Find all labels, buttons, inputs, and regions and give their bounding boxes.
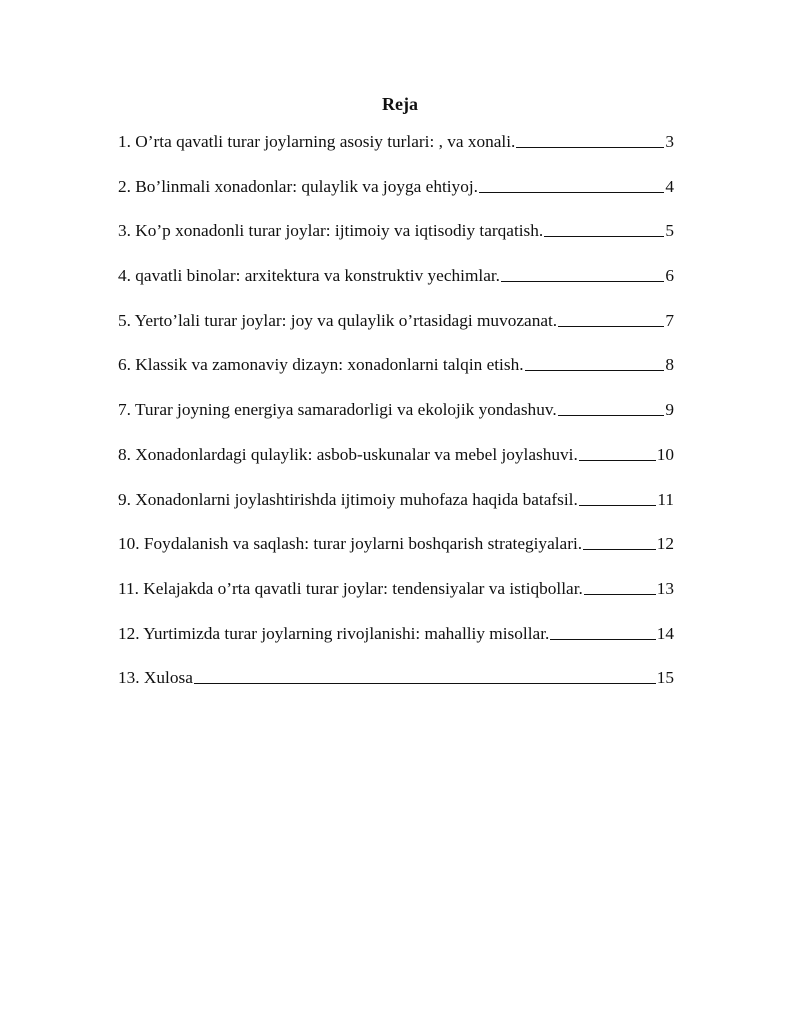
toc-page-number: 7 (665, 310, 674, 330)
toc-leader-line (579, 505, 657, 506)
toc-leader-line (550, 639, 655, 640)
toc-entry (118, 175, 674, 220)
toc-entry (118, 443, 674, 488)
toc-page-number: 3 (665, 132, 674, 151)
toc-leader-line (579, 460, 656, 461)
toc-entry (118, 622, 674, 667)
page-title: Reja (382, 94, 418, 114)
toc-entry-text: 10. Foydalanish va saqlash: turar joylarni boshqarish strategiyalari. (118, 534, 583, 554)
toc-entry (118, 666, 674, 711)
toc-page-number: 10 (656, 444, 674, 464)
toc-leader-line (583, 549, 656, 550)
toc-entry (118, 488, 674, 533)
toc-leader-line (525, 370, 665, 371)
toc-page-number: 11 (657, 489, 674, 509)
toc-entry (118, 532, 674, 577)
toc-entry (118, 353, 674, 398)
toc-page-number: 4 (665, 176, 674, 196)
toc-leader-line (584, 594, 656, 595)
toc-entry (118, 309, 674, 354)
toc-page-number: 6 (665, 266, 674, 286)
toc-entry-text: 6. Klassik va zamonaviy dizayn: xonadonlarni talqin etish. (118, 355, 524, 375)
toc-entry-text: 2. Bo’linmali xonadonlar: qulaylik va joyga ehtiyoj. (118, 176, 478, 196)
toc-page-number: 15 (656, 668, 674, 688)
toc-entry (118, 219, 674, 264)
toc-leader-line (558, 415, 665, 416)
toc-entry-text: 1. O’rta qavatli turar joylarning asosiy turlari: , va xonali. (118, 132, 516, 151)
table-of-contents (118, 130, 674, 711)
toc-page-number: 12 (656, 534, 674, 554)
toc-page-number: 9 (665, 400, 674, 420)
toc-page-number: 13 (656, 578, 674, 598)
toc-entry-text: 9. Xonadonlarni joylashtirishda ijtimoiy muhofaza haqida batafsil. (118, 489, 578, 509)
toc-entry (118, 130, 674, 175)
toc-page-number: 14 (656, 623, 674, 643)
toc-leader-line (544, 236, 664, 237)
toc-entry-text: 3. Ko’p xonadonli turar joylar: ijtimoiy va iqtisodiy tarqatish. (118, 221, 544, 241)
toc-page-number: 5 (665, 221, 674, 241)
toc-entry (118, 577, 674, 622)
toc-entry-text: 5. Yerto’lali turar joylar: joy va qulaylik o’rtasidagi muvozanat. (118, 310, 558, 330)
toc-entry-text: 8. Xonadonlardagi qulaylik: asbob-uskunalar va mebel joylashuvi. (118, 444, 578, 464)
toc-leader-line (501, 281, 664, 282)
toc-leader-line (479, 192, 664, 193)
toc-entry-text: 11. Kelajakda o’rta qavatli turar joylar: tendensiyalar va istiqbollar. (118, 578, 583, 598)
toc-entry (118, 264, 674, 309)
toc-entry (118, 398, 674, 443)
toc-entry-text: 13. Xulosa (118, 668, 193, 688)
toc-leader-line (516, 147, 664, 148)
toc-leader-line (558, 326, 664, 327)
toc-entry-text: 7. Turar joyning energiya samaradorligi va ekolojik yondashuv. (118, 400, 557, 420)
toc-entry-text: 4. qavatli binolar: arxitektura va konstruktiv yechimlar. (118, 266, 501, 286)
toc-leader-line (194, 683, 656, 684)
toc-page-number: 8 (665, 355, 674, 375)
toc-entry-text: 12. Yurtimizda turar joylarning rivojlanishi: mahalliy misollar. (118, 623, 550, 643)
